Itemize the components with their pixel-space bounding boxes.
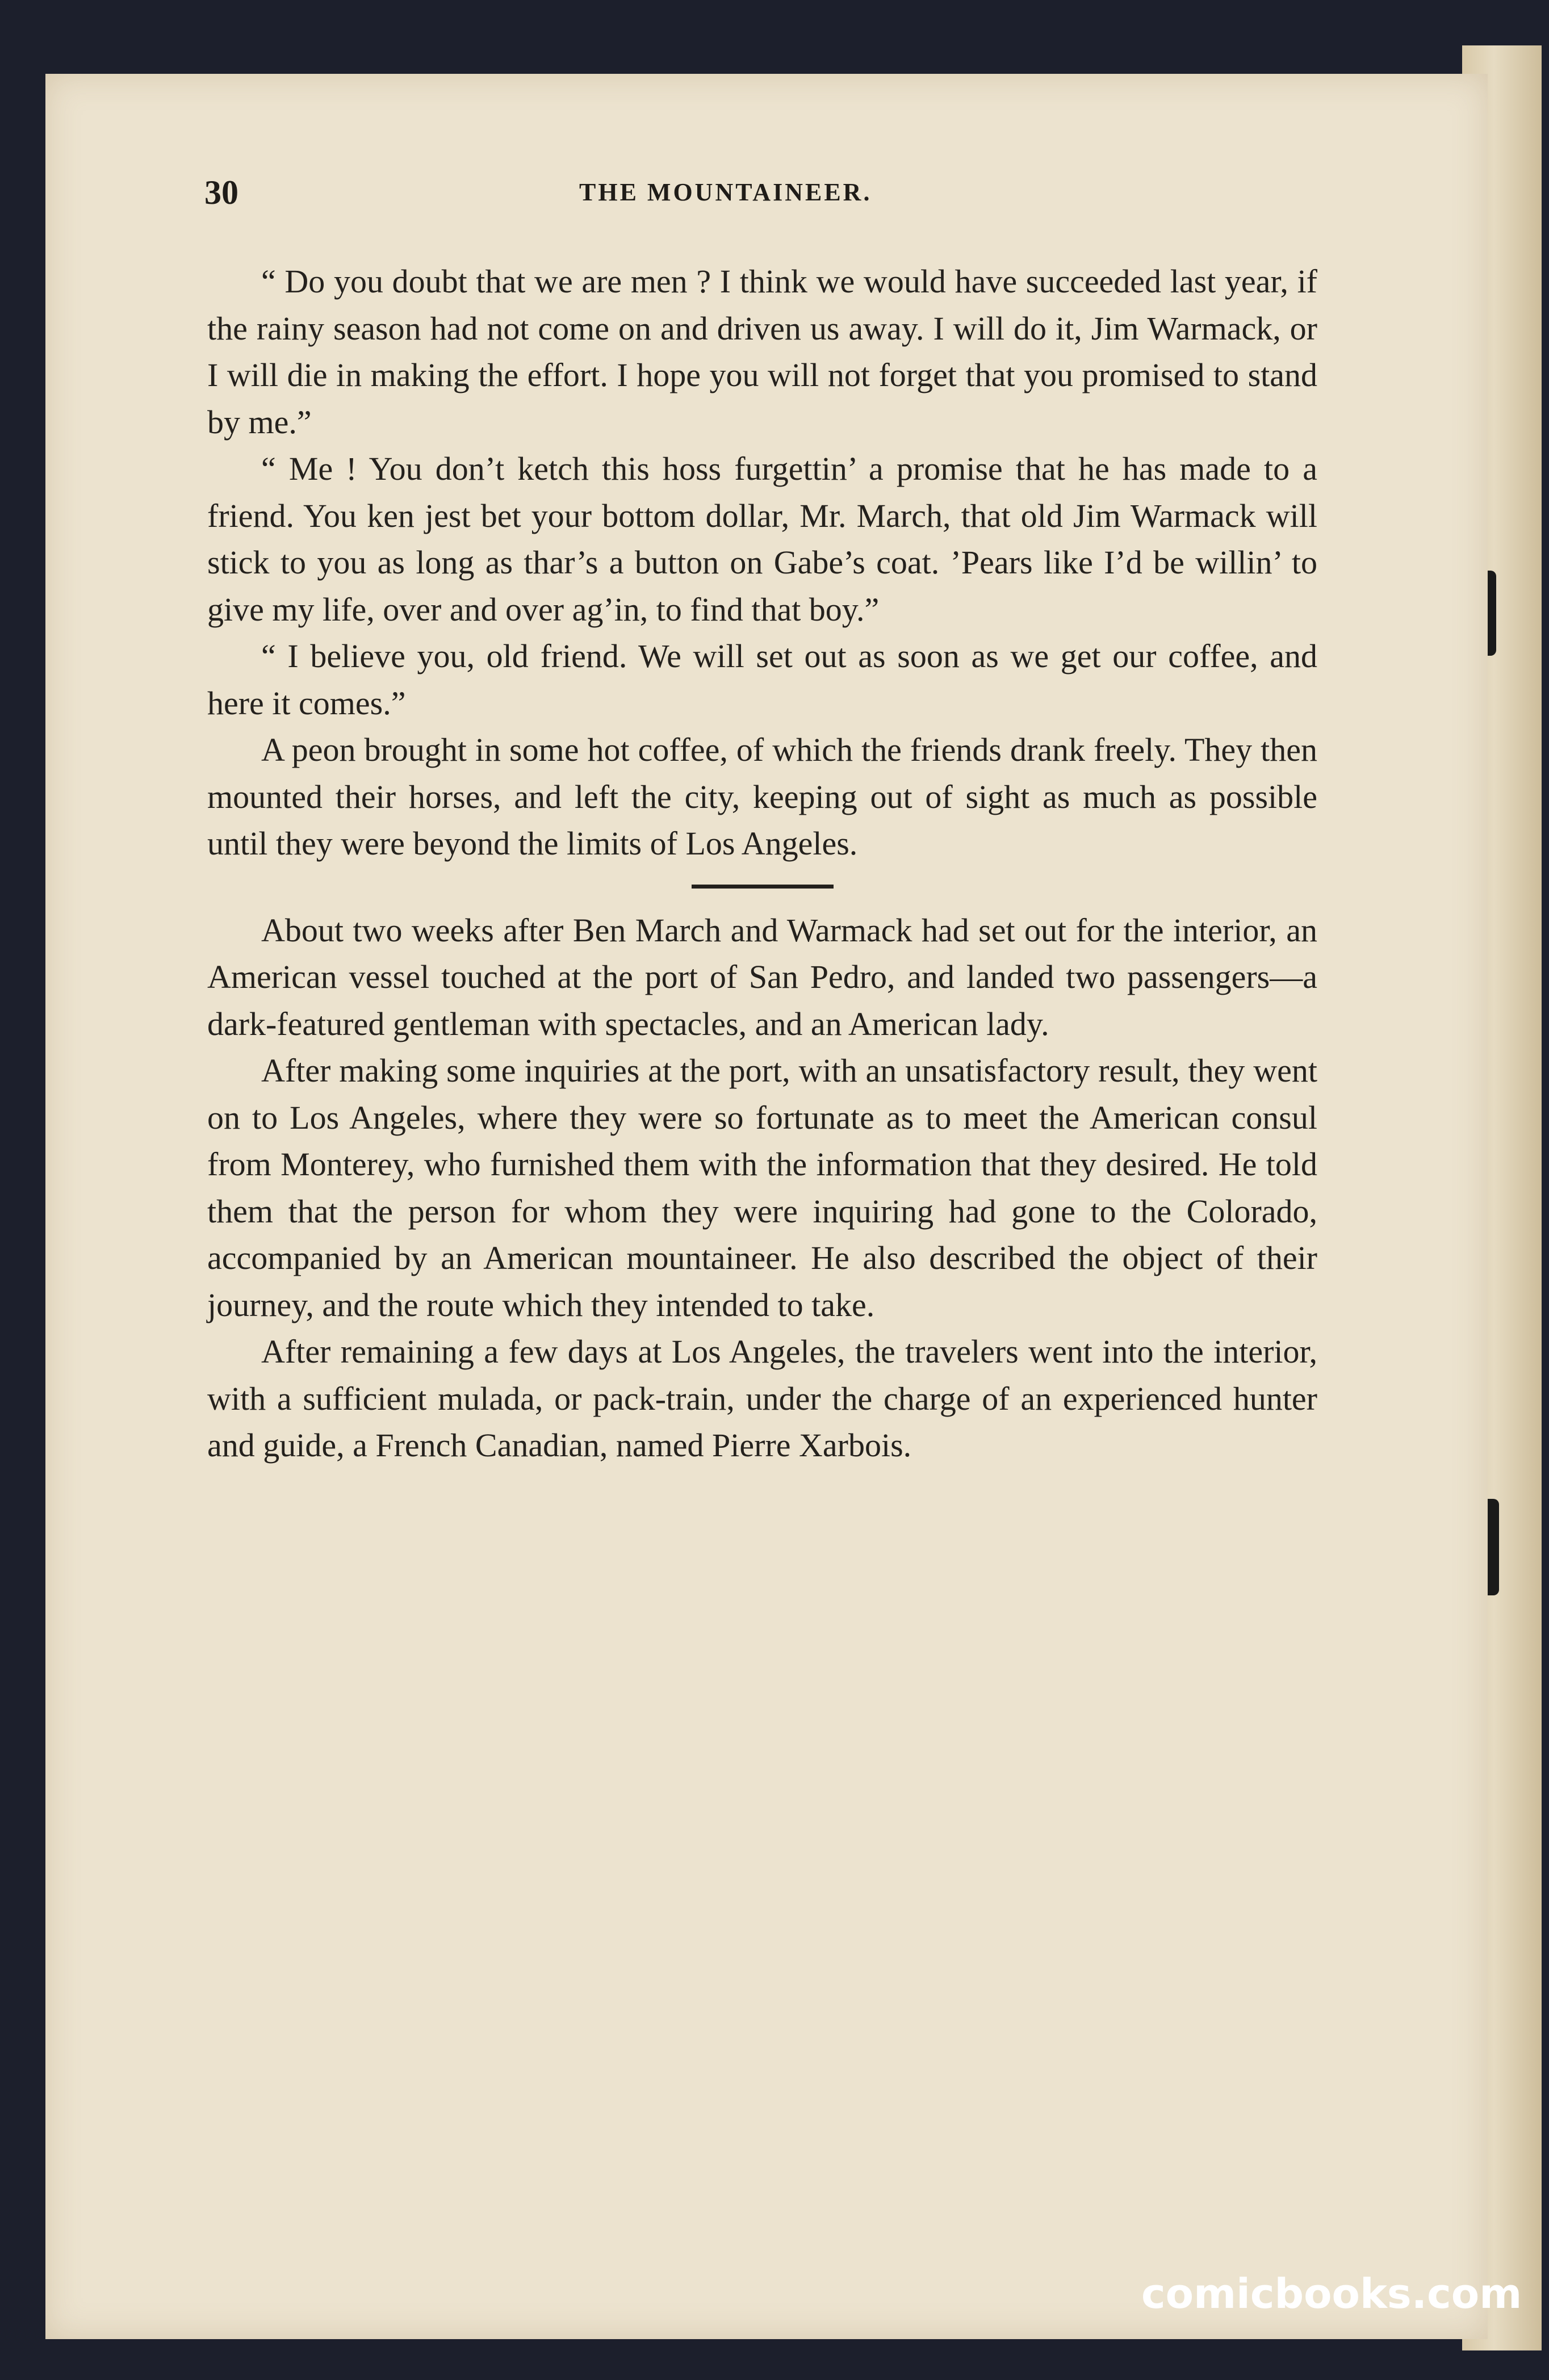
body-text: [207, 258, 1317, 1469]
watermark: comicbooks.com: [1141, 2270, 1522, 2318]
paragraph: After making some inquiries at the port, with an unsatisfactory result, they went on to Los Angeles, where they were so fortunate as to meet the American consul from Monterey, who furnished them with the information that they desired. He told them that the person for whom they were inquiring had gone to the Colorado, accompanied by an American mountaineer. He also described the object of their journey, and the route which they intended to take.: [207, 1052, 1317, 1323]
paragraph: “ Do you doubt that we are men ? I think we would have succeeded last year, if the rainy season had not come on and driven us away. I will do it, Jim Warmack, or I will die in making the effort. I hope you will not forget that you promised to stand by me.”: [207, 263, 1317, 441]
paragraph: A peon brought in some hot coffee, of which the friends drank freely. They then mounted their horses, and left the city, keeping out of sight as much as possible until they were beyond the limits of Los Angeles.: [207, 731, 1317, 862]
page-number: 30: [204, 174, 238, 211]
paragraph: About two weeks after Ben March and Warmack had set out for the interior, an American vessel touched at the port of San Pedro, and landed two passengers—a dark-featured gentleman with spectacles, and an American lady.: [207, 911, 1317, 1042]
paragraph: “ Me ! You don’t ketch this hoss furgettin’ a promise that he has made to a friend. You ken jest bet your bottom dollar, Mr. March, that old Jim Warmack will stick to you as long as thar’s a button on Gabe’s coat. ’Pears like I’d be willin’ to give my life, over and over ag’in, to find that boy.”: [207, 450, 1317, 628]
paragraph: After remaining a few days at Los Angeles, the travelers went into the interior, with a sufficient mulada, or pack-train, under the charge of an experienced hunter and guide, a French Canadian, named Pierre Xarbois.: [207, 1333, 1317, 1464]
running-head: THE MOUNTAINEER.: [579, 178, 872, 206]
paragraph: “ I believe you, old friend. We will set out as soon as we get our coffee, and here it comes.”: [207, 638, 1317, 722]
section-divider: [692, 885, 834, 889]
page-header: [204, 173, 1340, 219]
